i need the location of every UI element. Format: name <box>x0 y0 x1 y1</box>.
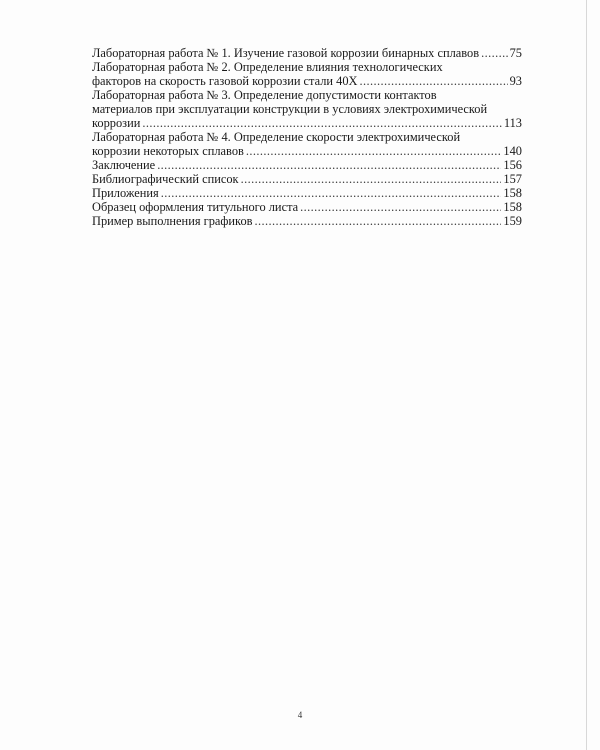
toc-entry-lab-2 <box>92 60 522 88</box>
toc-entry-title-line: коррозии <box>92 116 141 130</box>
table-of-contents <box>92 46 522 228</box>
toc-entry-conclusion <box>92 158 522 172</box>
toc-entry-bibliography <box>92 172 522 186</box>
toc-entry-title-line: Лабораторная работа № 4. Определение скорости электрохимической <box>92 130 461 144</box>
toc-entry-title-line: факторов на скорость газовой коррозии стали 40Х <box>92 74 358 88</box>
dot-leader <box>157 158 501 172</box>
toc-line <box>92 116 522 130</box>
dot-leader <box>142 116 502 130</box>
toc-line <box>92 144 522 158</box>
toc-page-number: 93 <box>509 74 522 88</box>
toc-line <box>92 200 522 214</box>
toc-line <box>92 74 522 88</box>
dot-leader <box>246 144 502 158</box>
toc-entry-title-line: Лабораторная работа № 3. Определение допустимости контактов <box>92 88 437 102</box>
toc-page-number: 158 <box>503 200 522 214</box>
toc-page-number: 140 <box>503 144 522 158</box>
dot-leader <box>255 214 502 228</box>
dot-leader <box>161 186 502 200</box>
page-number-footer: 4 <box>297 710 303 720</box>
toc-entry-title: Приложения <box>92 186 159 200</box>
toc-page-number: 75 <box>509 46 522 60</box>
toc-entry-lab-1 <box>92 46 522 60</box>
toc-entry-title: Образец оформления титульного листа <box>92 200 299 214</box>
toc-line <box>92 186 522 200</box>
toc-page-number: 158 <box>503 186 522 200</box>
toc-line <box>92 172 522 186</box>
toc-entry-title: Пример выполнения графиков <box>92 214 253 228</box>
toc-page-number: 156 <box>503 158 522 172</box>
toc-page-number: 159 <box>503 214 522 228</box>
toc-entry-appendices <box>92 186 522 200</box>
toc-entry-title: Заключение <box>92 158 156 172</box>
toc-entry-lab-4 <box>92 130 522 158</box>
toc-entry-title-page-sample <box>92 200 522 214</box>
toc-entry-title: Лабораторная работа № 1. Изучение газовой коррозии бинарных сплавов <box>92 46 480 60</box>
toc-line <box>92 214 522 228</box>
toc-page-number: 157 <box>503 172 522 186</box>
toc-entry-lab-3 <box>92 88 522 130</box>
dot-leader <box>241 172 502 186</box>
toc-entry-title-line: материалов при эксплуатации конструкции в условиях электрохимической <box>92 102 488 116</box>
toc-entry-graphs-example <box>92 214 522 228</box>
dot-leader <box>359 74 507 88</box>
toc-entry-title-line: Лабораторная работа № 2. Определение влияния технологических <box>92 60 443 74</box>
dot-leader <box>300 200 501 214</box>
toc-line <box>92 46 522 60</box>
toc-line <box>92 158 522 172</box>
toc-entry-title: Библиографический список <box>92 172 239 186</box>
page-edge-line <box>586 0 587 750</box>
toc-page-number: 113 <box>503 116 522 130</box>
dot-leader <box>481 46 508 60</box>
toc-entry-title-line: коррозии некоторых сплавов <box>92 144 244 158</box>
